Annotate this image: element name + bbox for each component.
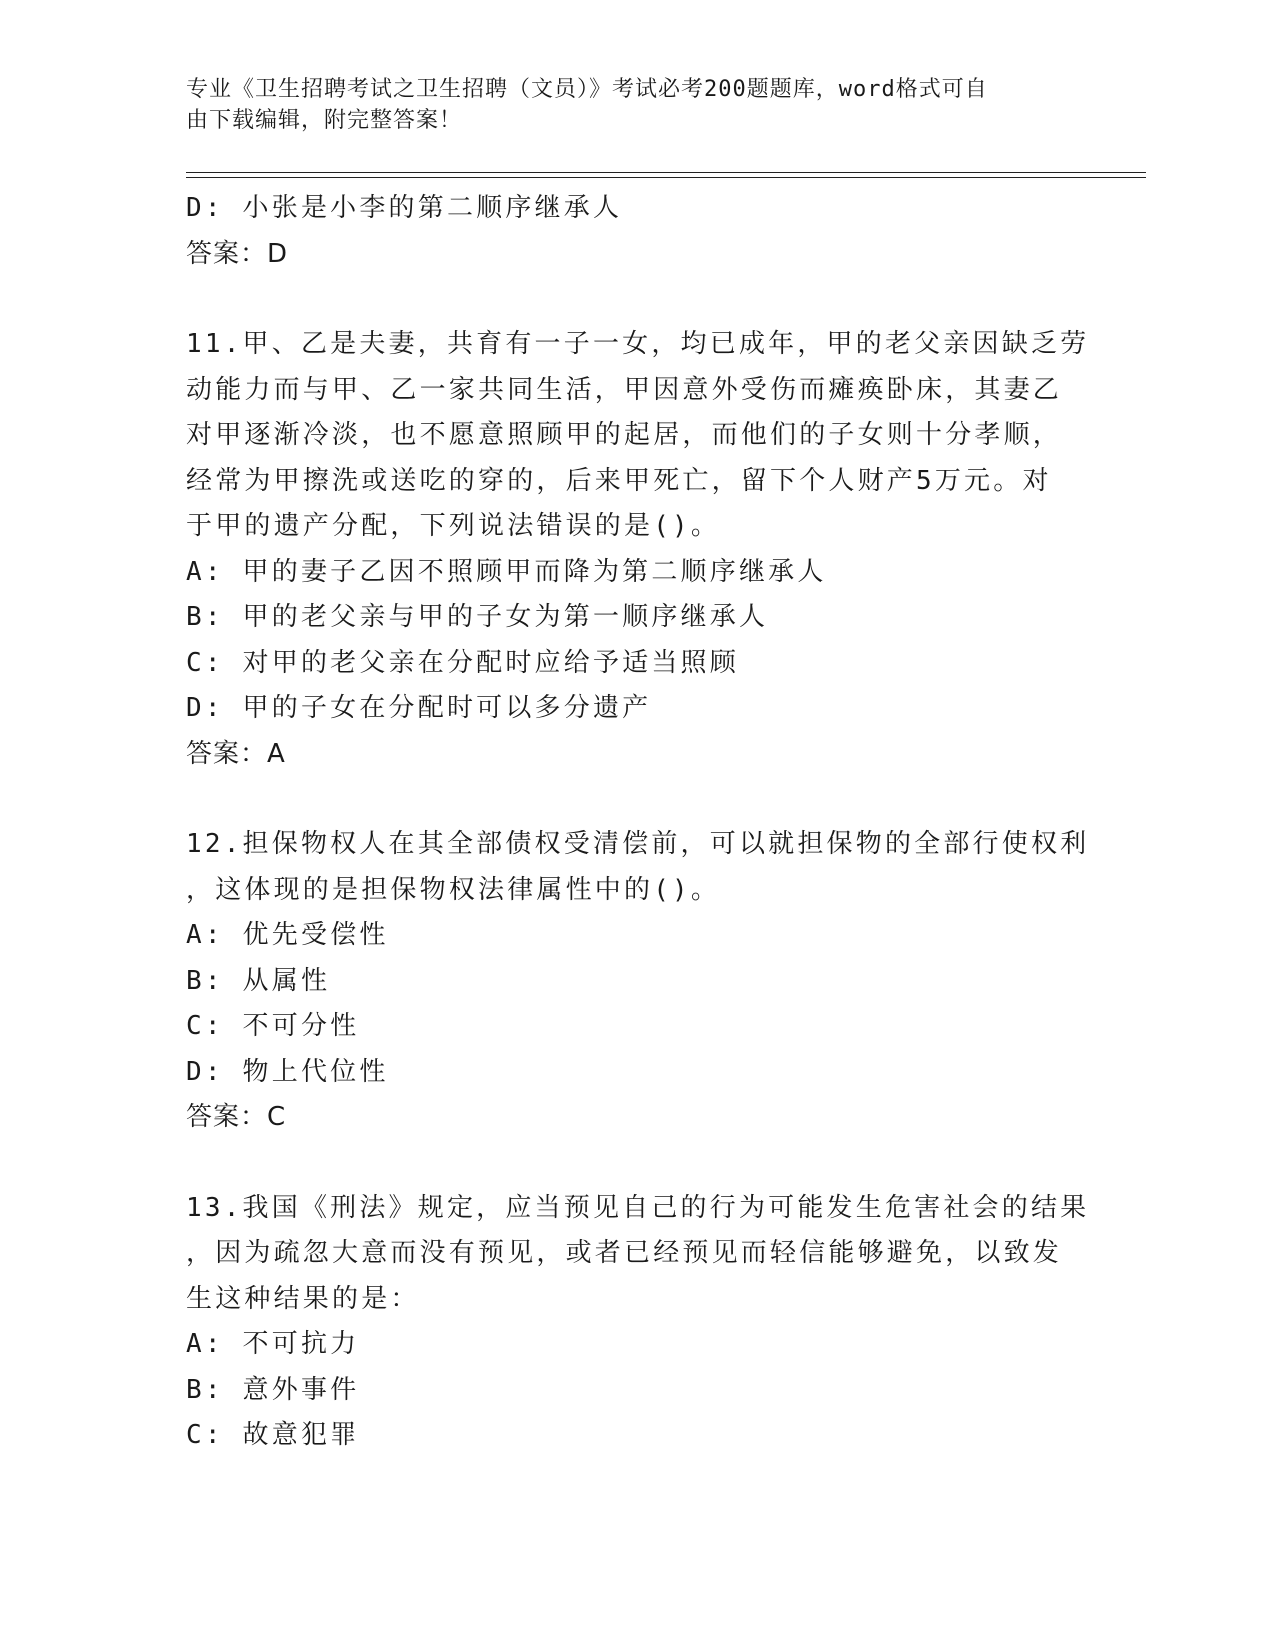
header-divider-bottom [186, 177, 1146, 178]
answer: 答案：A [186, 738, 286, 769]
question-12 [186, 822, 1090, 1141]
option-a: A: 优先受偿性 [186, 920, 389, 950]
previous-question-tail [186, 186, 1086, 277]
option-a: A: 甲的妻子乙因不照顾甲而降为第二顺序继承人 [186, 556, 827, 587]
option-d: D: 物上代位性 [186, 1056, 389, 1087]
option-c: C: 故意犯罪 [186, 1420, 360, 1450]
question-text-line: 经常为甲擦洗或送吃的穿的，后来甲死亡，留下个人财产5万元。对 [186, 465, 1052, 496]
option-d: D: 甲的子女在分配时可以多分遗产 [186, 693, 652, 723]
option-b: B: 甲的老父亲与甲的子女为第一顺序继承人 [186, 602, 769, 632]
question-13 [186, 1186, 1090, 1459]
option-c: C: 不可分性 [186, 1011, 360, 1041]
question-text-line: 于甲的遗产分配，下列说法错误的是()。 [186, 511, 721, 541]
question-text-line: 11.甲、乙是夫妻，共育有一子一女，均已成年，甲的老父亲因缺乏劳 [186, 329, 1090, 359]
question-11 [186, 322, 1090, 777]
option-a: A: 不可抗力 [186, 1329, 360, 1359]
question-text-line: ，这体现的是担保物权法律属性中的()。 [186, 874, 721, 905]
answer: 答案：C [186, 1102, 287, 1132]
question-text-line: 对甲逐渐冷淡，也不愿意照顾甲的起居，而他们的子女则十分孝顺， [186, 420, 1063, 450]
question-list [186, 186, 1090, 1459]
header-line-2: 由下载编辑，附完整答案！ [186, 108, 463, 133]
option-b: B: 意外事件 [186, 1374, 360, 1405]
option-b: B: 从属性 [186, 965, 331, 996]
header-line-1: 专业《卫生招聘考试之卫生招聘（文员）》考试必考200题题库，word格式可自 [186, 77, 988, 102]
question-text-line: 12.担保物权人在其全部债权受清偿前，可以就担保物的全部行使权利 [186, 829, 1090, 859]
question-text-line: 13.我国《刑法》规定，应当预见自己的行为可能发生危害社会的结果 [186, 1192, 1090, 1223]
answer: 答案：D [186, 238, 289, 269]
document-header [186, 74, 1066, 136]
option-c: C: 对甲的老父亲在分配时应给予适当照顾 [186, 647, 739, 678]
option-d: D: 小张是小李的第二顺序继承人 [186, 193, 623, 223]
question-text-line: ，因为疏忽大意而没有预见，或者已经预见而轻信能够避免，以致发 [186, 1238, 1063, 1268]
question-text-line: 生这种结果的是： [186, 1283, 420, 1314]
question-text-line: 动能力而与甲、乙一家共同生活，甲因意外受伤而瘫痪卧床，其妻乙 [186, 374, 1063, 405]
header-divider-top [186, 172, 1146, 173]
